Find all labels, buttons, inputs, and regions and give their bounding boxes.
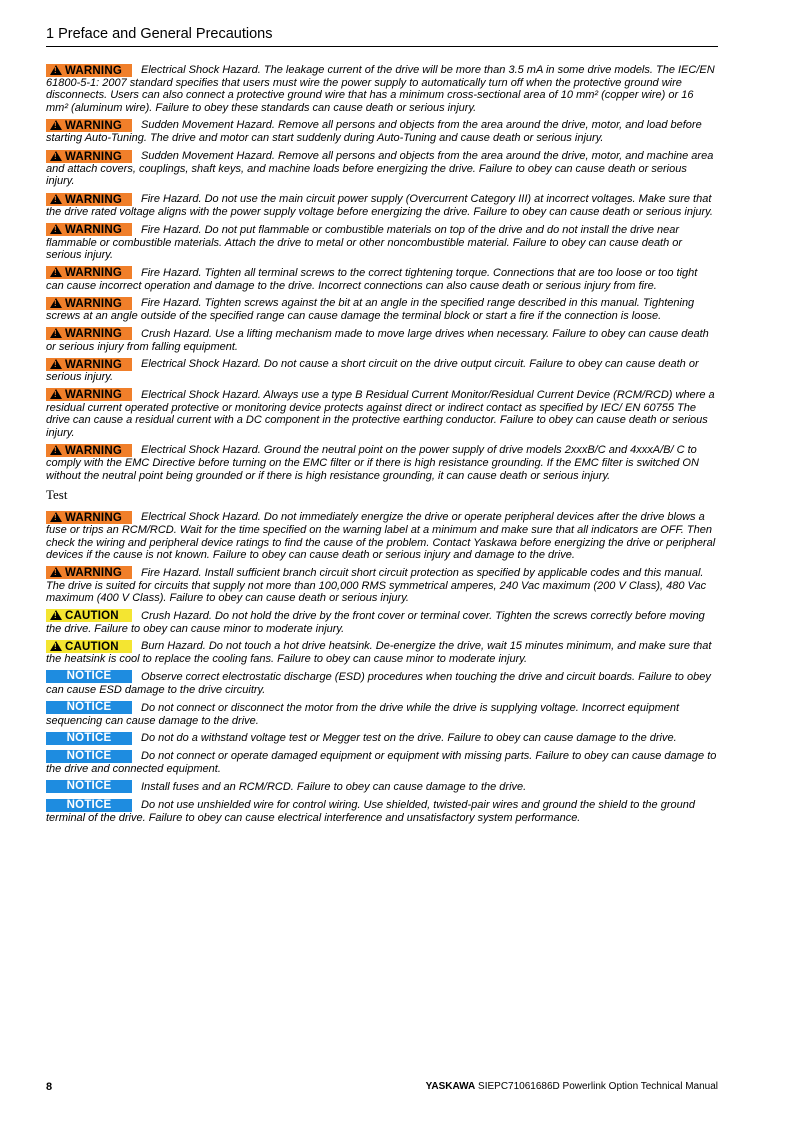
warning-badge: [46, 119, 132, 132]
warning-badge: [46, 566, 132, 579]
warning-label: WARNING: [65, 224, 122, 237]
warning-triangle-icon: [50, 267, 62, 277]
notice-badge: [46, 799, 132, 812]
warning-badge: [46, 150, 132, 163]
warning-notice: [46, 193, 718, 218]
caution-text: Crush Hazard. Do not hold the drive by the front cover or terminal cover. Tighten the screws correctly before moving the drive. Failure to obey can cause minor to moderate injury.: [46, 609, 705, 635]
notice-text: Do not connect or operate damaged equipment or equipment with missing parts. Failure to obey can cause damage to the drive and connected equipment.: [46, 750, 717, 776]
warning-triangle-icon: [50, 65, 62, 75]
notice-label: NOTICE: [66, 731, 112, 744]
warning-label: WARNING: [65, 64, 122, 77]
warning-notice: [46, 511, 718, 561]
warning-triangle-icon: [50, 610, 62, 620]
warning-triangle-icon: [50, 445, 62, 455]
notice-text: Observe correct electrostatic discharge (ESD) procedures when touching the drive and circuit boards. Failure to obey can cause ESD damage to the drive circuitry.: [46, 670, 711, 696]
warning-label: WARNING: [65, 444, 122, 457]
warning-label: WARNING: [65, 119, 122, 132]
warning-label: WARNING: [65, 297, 122, 310]
warning-triangle-icon: [50, 151, 62, 161]
page-header-title: 1 Preface and General Precautions: [46, 26, 273, 42]
notice-notice: [46, 781, 718, 794]
warning-badge: [46, 358, 132, 371]
notice-label: NOTICE: [66, 670, 112, 683]
warning-label: WARNING: [65, 358, 122, 371]
plain-text: Test: [46, 487, 68, 503]
warning-triangle-icon: [50, 120, 62, 130]
notice-label: NOTICE: [66, 749, 112, 762]
notice-label: NOTICE: [66, 701, 112, 714]
warning-badge: [46, 327, 132, 340]
warning-notice: [46, 64, 718, 114]
warning-label: WARNING: [65, 567, 122, 580]
notice-label: NOTICE: [66, 798, 112, 811]
warning-notice: [46, 267, 718, 292]
warning-notice: [46, 358, 718, 383]
caution-label: CAUTION: [65, 640, 119, 653]
caution-badge: [46, 609, 132, 622]
notice-badge: [46, 780, 132, 793]
notice-notice: [46, 732, 718, 745]
warning-text: Crush Hazard. Use a lifting mechanism made to move large drives when necessary. Failure to obey can cause death or serious injury from falling equipment.: [46, 327, 709, 353]
page-footer: [46, 1080, 718, 1094]
warning-text: Electrical Shock Hazard. Do not cause a short circuit on the drive output circuit. Failure to obey can cause death or serious injury.: [46, 358, 699, 384]
warning-notice: [46, 224, 718, 262]
warning-text: Electrical Shock Hazard. Do not immediately energize the drive or operate peripheral devices after the drive blows a fuse or trips an RCM/RCD. Wait for the time specified on the warning label at a minimum and make sure that all indicators are OFF. Then check the wiring and peripheral device ratings to find the cause of the problem. Contact Yaskawa before energizing the drive or peripheral devices if the cause is not known. Failure to obey can cause death or serious injury and damage to the drive.: [46, 511, 716, 562]
notice-label: NOTICE: [66, 780, 112, 793]
warning-text: Electrical Shock Hazard. Ground the neutral point on the power supply of drive models 2xxxB/C and 4xxxA/B/ C to comply with the EMC Directive before turning on the EMC filter or if there is high resistance grounding. If the EMC filter is switched ON without the neutral point being grounded or if there is high resistance grounding, it can cause death or serious injury.: [46, 444, 699, 482]
warning-label: WARNING: [65, 150, 122, 163]
warning-badge: [46, 193, 132, 206]
warning-triangle-icon: [50, 359, 62, 369]
warning-badge: [46, 64, 132, 77]
warning-badge: [46, 223, 132, 236]
warning-text: Fire Hazard. Install sufficient branch circuit short circuit protection as specified by applicable codes and this manual. The drive is suited for circuits that supply not more than 100,000 RMS symmetrical amperes, 240 Vac maximum (200 V Class), 480 Vac maximum (400 V Class). Failure to obey can cause death or serious injury.: [46, 566, 707, 605]
warning-triangle-icon: [50, 512, 62, 522]
warning-triangle-icon: [50, 567, 62, 577]
warning-badge: [46, 297, 132, 310]
caution-notice: [46, 610, 718, 635]
warning-badge: [46, 444, 132, 457]
warning-label: WARNING: [65, 389, 122, 402]
notice-notice: [46, 702, 718, 727]
notice-badge: [46, 732, 132, 745]
warning-notice: [46, 389, 718, 439]
footer-manual-name: SIEPC71061686D Powerlink Option Technical Manual: [475, 1081, 718, 1092]
caution-badge: [46, 640, 132, 653]
notice-notice: [46, 671, 718, 696]
warning-text: Fire Hazard. Tighten screws against the bit at an angle in the specified range described in this manual. Tightening screws at an angle outside of the specified range can cause damage the terminal block or start a fire if the connection is loose.: [46, 297, 695, 323]
warning-text: Electrical Shock Hazard. The leakage current of the drive will be more than 3.5 mA in some drive models. The IEC/EN 61800-5-1: 2007 standard specifies that users must wire the power supply to automatically turn off when the protective ground wire disconnects. Users can also connect a protective ground wire that has a minimum cross-sectional area of 10 mm² (copper wire) or 16 mm² (aluminum wire). Failure to obey these standards can cause death or serious injury.: [46, 64, 715, 114]
warning-label: WARNING: [65, 193, 122, 206]
caution-label: CAUTION: [65, 610, 119, 623]
notice-text: Do not connect or disconnect the motor from the drive while the drive is supplying voltage. Incorrect equipment sequencing can cause damage to the drive.: [46, 701, 680, 727]
warning-text: Fire Hazard. Tighten all terminal screws to the correct tightening torque. Connections that are too loose or too tight can cause incorrect operation and damage to the drive. Incorrect connections can also cause death or serious injury from fire.: [46, 266, 698, 292]
warning-badge: [46, 388, 132, 401]
notice-text: Install fuses and an RCM/RCD. Failure to obey can cause damage to the drive.: [141, 780, 527, 793]
caution-notice: [46, 640, 718, 665]
warning-triangle-icon: [50, 328, 62, 338]
warning-triangle-icon: [50, 641, 62, 651]
warning-text: Fire Hazard. Do not use the main circuit power supply (Overcurrent Category III) at incorrect voltages. Make sure that the drive rated voltage aligns with the power supply voltage before energizing the drive. Failure to obey can cause death or serious injury.: [46, 193, 713, 218]
warning-label: WARNING: [65, 328, 122, 341]
notice-badge: [46, 750, 132, 763]
page-header: [46, 24, 718, 47]
warning-notice: [46, 328, 718, 353]
notice-notice: [46, 750, 718, 775]
warning-notice: [46, 150, 718, 188]
warning-triangle-icon: [50, 389, 62, 399]
warning-notice: [46, 297, 718, 322]
warning-badge: [46, 511, 132, 524]
footer-doc-title: [426, 1080, 718, 1094]
safety-notices: [46, 64, 718, 830]
caution-text: Burn Hazard. Do not touch a hot drive heatsink. De-energize the drive, wait 15 minutes minimum, and make sure that the heatsink is cool to replace the cooling fans. Failure to obey can cause minor to moderate injury.: [46, 640, 712, 666]
warning-notice: [46, 567, 718, 605]
notice-badge: [46, 701, 132, 714]
warning-notice: [46, 444, 718, 482]
notice-text: Do not do a withstand voltage test or Megger test on the drive. Failure to obey can cause damage to the drive.: [141, 732, 677, 745]
warning-label: WARNING: [65, 267, 122, 280]
warning-triangle-icon: [50, 298, 62, 308]
page-number: 8: [46, 1081, 53, 1093]
warning-notice: [46, 119, 718, 144]
warning-text: Sudden Movement Hazard. Remove all persons and objects from the area around the drive, motor, and machine area and attach covers, couplings, shaft keys, and machine loads before energizing the drive. Failure to obey can cause death or serious injury.: [46, 150, 714, 188]
warning-badge: [46, 266, 132, 279]
warning-text: Electrical Shock Hazard. Always use a type B Residual Current Monitor/Residual Current Device (RCM/RCD) where a residual current operated protective or monitoring device protects against direct or indirect contact as specified by IEC/ EN 60755 The drive can cause a residual current with a DC component in the protective earthing conductor. Failure to obey can cause death or serious injury.: [46, 388, 715, 439]
notice-text: Do not use unshielded wire for control wiring. Use shielded, twisted-pair wires and ground the shield to the ground terminal of the drive. Failure to obey can cause electrical interference and unsatisfactory system performance.: [46, 799, 695, 825]
footer-brand: YASKAWA: [425, 1081, 476, 1092]
notice-badge: [46, 670, 132, 683]
warning-triangle-icon: [50, 224, 62, 234]
warning-label: WARNING: [65, 511, 122, 524]
notice-notice: [46, 799, 718, 824]
warning-text: Fire Hazard. Do not put flammable or combustible materials on top of the drive and do not install the drive near flammable or combustible materials. Attach the drive to metal or other noncombustible material. Failure to obey can cause death or serious injury.: [46, 223, 683, 261]
warning-triangle-icon: [50, 194, 62, 204]
warning-text: Sudden Movement Hazard. Remove all persons and objects from the area around the drive, motor, and load before starting Auto-Tuning. The drive and motor can start suddenly during Auto-Tuning and cause death or serious injury.: [46, 119, 702, 145]
